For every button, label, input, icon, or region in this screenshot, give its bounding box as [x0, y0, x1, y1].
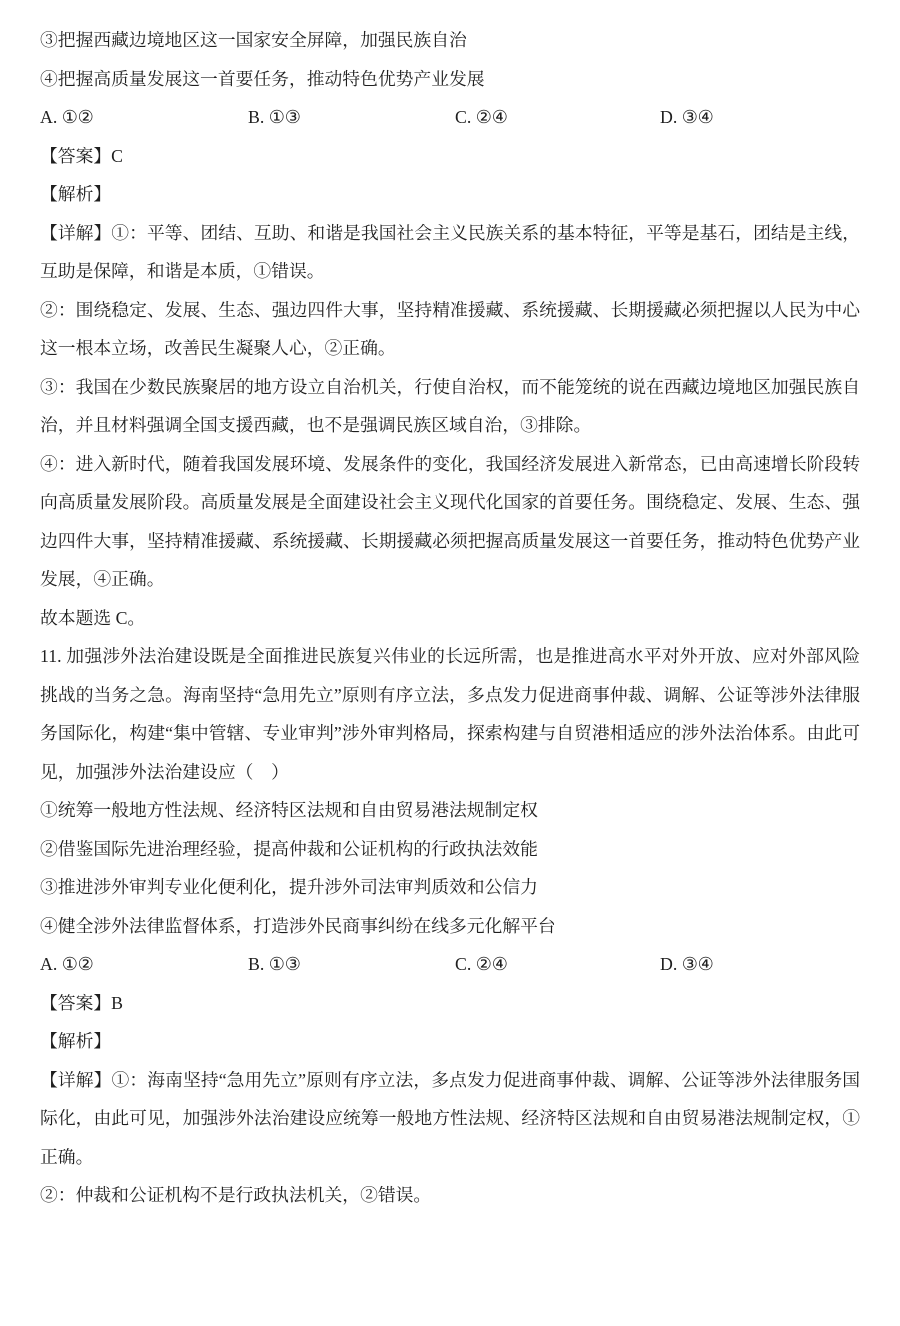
q10-conclusion: 故本题选 C。	[40, 607, 146, 628]
q10-choice-c: C. ②④	[455, 107, 508, 127]
q11-choices-row	[40, 945, 860, 984]
q11-stem-option-3: ③推进涉外审判专业化便利化，提升涉外司法审判质效和公信力	[40, 877, 538, 897]
q11-stem-option-4: ④健全涉外法律监督体系，打造涉外民商事纠纷在线多元化解平台	[40, 915, 556, 936]
q11-stem: 11. 加强涉外法治建设既是全面推进民族复兴伟业的长远所需，也是推进高水平对外开放、应对外部风险挑战的当务之急。海南坚持“急用先立”原则有序立法，多点发力促进商事仲裁、调解、公证等涉外法律服务国际化，构建“集中管辖、专业审判”涉外审判格局，探索构建与自贸港相适应的涉外法治体系。由此可见，加强涉外法治建设应（ ）	[40, 646, 860, 782]
q10-stem-option-4: ④把握高质量发展这一首要任务，推动特色优势产业发展	[40, 68, 485, 89]
q10-analysis-heading: 【解析】	[40, 184, 112, 204]
q10-stem-option-3: ③把握西藏边境地区这一国家安全屏障，加强民族自治	[40, 30, 467, 50]
q11-stem-option-1: ①统筹一般地方性法规、经济特区法规和自由贸易港法规制定权	[40, 800, 538, 820]
q10-detail-3: ③：我国在少数民族聚居的地方设立自治机关，行使自治权，而不能笼统的说在西藏边境地区加强民族自治，并且材料强调全国支援西藏，也不是强调民族区域自治，③排除。	[40, 376, 860, 435]
q10-choices-row	[40, 98, 860, 137]
q10-answer: 【答案】C	[40, 145, 123, 166]
q11-choice-a: A. ①②	[40, 954, 94, 974]
q11-answer: 【答案】B	[40, 992, 123, 1013]
q10-choice-d: D. ③④	[660, 107, 714, 127]
q11-stem-option-2: ②借鉴国际先进治理经验，提高仲裁和公证机构的行政执法效能	[40, 838, 538, 859]
q11-choice-d: D. ③④	[660, 954, 714, 974]
q10-detail-2: ②：围绕稳定、发展、生态、强边四件大事，坚持精准援藏、系统援藏、长期援藏必须把握以人民为中心这一根本立场，改善民生凝聚人心，②正确。	[40, 299, 860, 358]
q11-detail-1: 【详解】①：海南坚持“急用先立”原则有序立法，多点发力促进商事仲裁、调解、公证等涉外法律服务国际化，由此可见，加强涉外法治建设应统筹一般地方性法规、经济特区法规和自由贸易港法规制定权，①正确。	[40, 1069, 860, 1167]
q10-detail-4: ④：进入新时代，随着我国发展环境、发展条件的变化，我国经济发展进入新常态，已由高速增长阶段转向高质量发展阶段。高质量发展是全面建设社会主义现代化国家的首要任务。围绕稳定、发展、生态、强边四件大事，坚持精准援藏、系统援藏、长期援藏必须把握高质量发展这一首要任务，推动特色优势产业发展，④正确。	[40, 453, 860, 589]
q10-choice-b: B. ①③	[248, 107, 301, 127]
q10-choice-a: A. ①②	[40, 107, 94, 127]
q11-detail-2: ②：仲裁和公证机构不是行政执法机关，②错误。	[40, 1185, 432, 1205]
q11-choice-b: B. ①③	[248, 954, 301, 974]
q10-detail-1: 【详解】①：平等、团结、互助、和谐是我国社会主义民族关系的基本特征，平等是基石，团结是主线，互助是保障，和谐是本质，①错误。	[40, 222, 860, 281]
q11-analysis-heading: 【解析】	[40, 1031, 112, 1051]
q11-choice-c: C. ②④	[455, 954, 508, 974]
